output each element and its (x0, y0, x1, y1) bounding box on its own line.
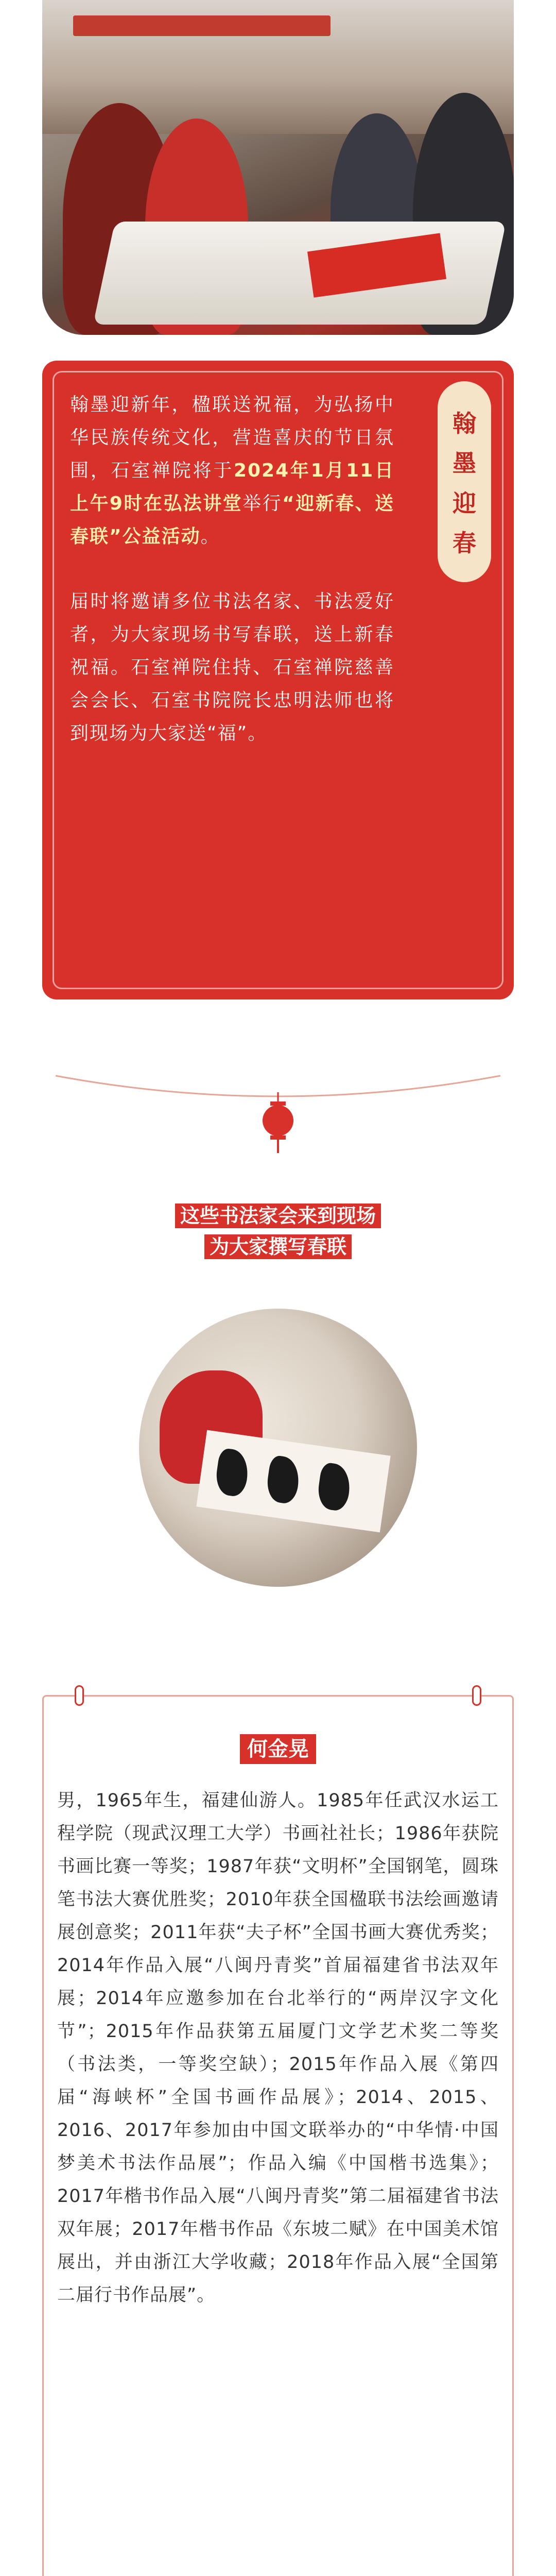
intro-event-name: “迎新春、送春联”公益活动 (70, 493, 394, 547)
artist1-photo (139, 1309, 417, 1587)
calligraphy-paper (196, 1430, 390, 1533)
section-heading-text: 为大家撰写春联 (204, 1234, 352, 1259)
intro-text (70, 388, 394, 782)
section-heading (0, 1200, 556, 1262)
ink-stroke (214, 1448, 251, 1498)
artist1-bio: 男，1965年生，福建仙游人。1985年任武汉水运工程学院（现武汉理工大学）书画社社长；1986年获院书画比赛一等奖；1987年获“文明杯”全国钢笔，圆珠笔书法大赛优胜奖；2010年获全国楹联书法绘画邀请展创意奖；2011年获“夫子杯”全国书画大赛优秀奖；2014年作品入展“八闽丹青奖”首届福建省书法双年展；2014年应邀参加在台北举行的“两岸汉字文化节”；2015年作品获第五届厦门文学艺术奖二等奖（书法类，一等奖空缺）；2015年作品入展《第四届“海峡杯”全国书画作品展》；2014、2015、2016、2017年参加由中国文联举办的“中华情·中国梦美术书法作品展”；作品入编《中国楷书选集》；2017年楷书作品入展“八闽丹青奖”第二届福建省书法双年展；2017年楷书作品《东坡二赋》在中国美术馆展出，并由浙江大学收藏；2018年作品入展“全国第二届行书作品展”。 (57, 1790, 499, 2306)
intro-card (42, 361, 514, 999)
section-heading-line (0, 1200, 556, 1231)
hero-banner (73, 15, 331, 36)
section-heading-text: 这些书法家会来到现场 (175, 1204, 381, 1228)
hero-photo (42, 0, 514, 335)
side-label-char: 翰 (453, 409, 476, 437)
artist1-name-tag (44, 1733, 512, 1762)
side-label-char: 春 (453, 529, 476, 557)
section-heading-line (0, 1231, 556, 1262)
side-label-char: 迎 (453, 489, 476, 517)
artist1-bio-card (42, 1695, 514, 2576)
clip-decoration (75, 1685, 84, 1706)
side-label-char: 墨 (453, 449, 476, 478)
clip-decoration (472, 1685, 481, 1706)
intro-text-span: 。 (200, 526, 220, 547)
artist1-name: 何金晃 (240, 1734, 316, 1764)
intro-text-span: 翰墨迎新年，楹联送祝福，为弘扬中华民族传统文化，营造喜庆的节日氛围，石室禅院将于 (70, 394, 394, 481)
lantern-icon (260, 1092, 296, 1154)
intro-paragraph-1 (70, 388, 394, 553)
intro-paragraph-2: 届时将邀请多位书法名家、书法爱好者，为大家现场书写春联，送上新春祝福。石室禅院住持、石室禅院慈善会会长、石室书院院长忠明法师也将到现场为大家送“福”。 (70, 591, 394, 744)
intro-text-span: 举行 (242, 493, 283, 514)
intro-date-location: 2024年1月11日上午9时在弘法讲堂 (70, 460, 394, 514)
side-label-pill (438, 381, 491, 582)
ink-stroke (265, 1454, 302, 1504)
ink-stroke (316, 1462, 353, 1512)
